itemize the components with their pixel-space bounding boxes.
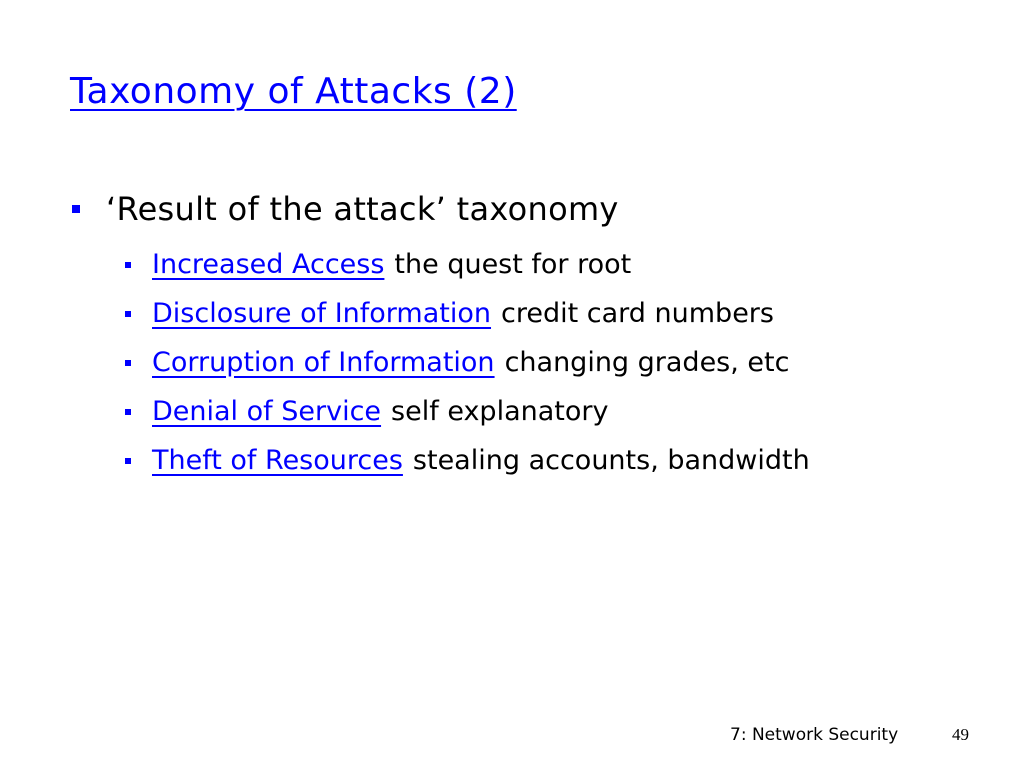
list-item	[125, 387, 810, 436]
term-description: stealing accounts, bandwidth	[412, 444, 810, 476]
list-item	[125, 240, 810, 289]
square-bullet-icon	[125, 458, 131, 464]
term-description: self explanatory	[391, 395, 609, 427]
square-bullet-icon	[125, 360, 131, 366]
term-description: changing grades, etc	[504, 346, 790, 378]
term-description: the quest for root	[394, 248, 632, 280]
page-number: 49	[952, 725, 969, 744]
term-link[interactable]: Disclosure of Information	[152, 297, 492, 329]
term-link[interactable]: Corruption of Information	[152, 346, 495, 378]
main-bullet	[72, 186, 619, 232]
square-bullet-icon	[125, 409, 131, 415]
term-description: credit card numbers	[501, 297, 774, 329]
term-link[interactable]: Denial of Service	[152, 395, 382, 427]
term-link[interactable]: Increased Access	[152, 248, 385, 280]
term-link[interactable]: Theft of Resources	[152, 444, 403, 476]
list-item	[125, 289, 810, 338]
square-bullet-icon	[125, 311, 131, 317]
footer-label: 7: Network Security	[730, 725, 899, 745]
list-item	[125, 436, 810, 485]
main-bullet-text: ‘Result of the attack’ taxonomy	[106, 190, 619, 228]
attack-result-list	[125, 240, 810, 485]
slide-title[interactable]: Taxonomy of Attacks (2)	[70, 71, 517, 112]
square-bullet-icon	[125, 262, 131, 268]
list-item	[125, 338, 810, 387]
square-bullet-icon	[72, 205, 80, 213]
